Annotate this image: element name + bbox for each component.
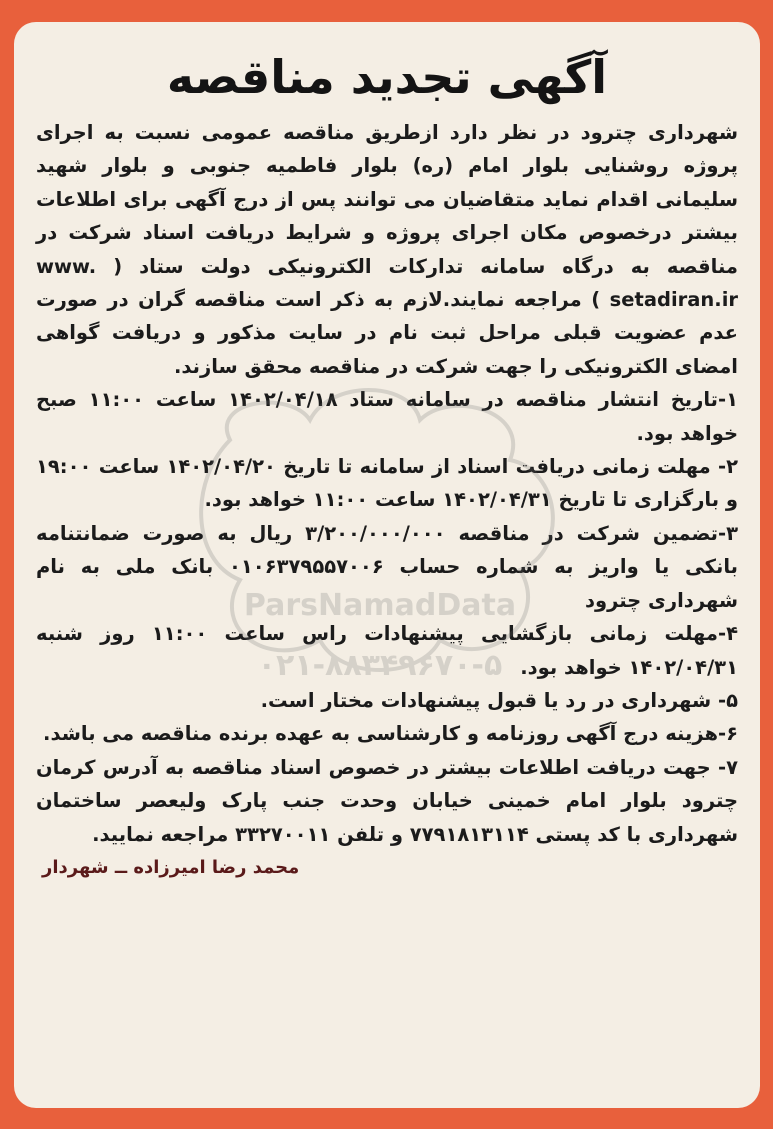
intro-paragraph — [36, 116, 738, 383]
watermark-phone-text: ۰۲۱-۸۸۳۴۹۶۷۰-۵ — [257, 648, 503, 680]
notice-paper — [14, 22, 760, 1108]
mayor-signature: محمد رضا امیرزاده ــ شهردار — [42, 856, 300, 878]
notice-title: آگهی تجدید مناقصه — [166, 50, 608, 104]
notice-item-1: ۱-تاریخ انتشار مناقصه در سامانه ستاد ۱۴۰۲/۰۴/۱۸ ساعت ۱۱:۰۰ صبح خواهد بود. — [36, 388, 738, 445]
notice-item-3: ۳-تضمین شرکت در مناقصه ۳/۲۰۰/۰۰۰/۰۰۰ ریال به صورت ضمانتنامه بانکی یا واریز به شماره حساب ۰۱۰۶۳۷۹۵۵۷۰۰۶ بانک ملی به نام شهرداری چترود — [36, 521, 738, 612]
setad-url-link[interactable]: www. setadiran.ir — [36, 254, 738, 312]
intro-text: شهرداری چترود در نظر دارد ازطریق مناقصه عمومی نسبت به اجرای پروژه روشنایی بلوار امام (ره) بلوار فاطمیه جنوبی و بلوار شهید سلیمانی اقدام نماید متقاضیان می توانند پس از درج آگهی برای اطلاعات بیشتر درخصوص مکان اجرای پروژه و شرایط دریافت اسناد شرکت در مناقصه به درگاه سامانه تدارکات الکترونیکی دولت ستاد ( — [36, 121, 739, 278]
notice-item-6: ۶-هزینه درج آگهی روزنامه و کارشناسی به عهده برنده مناقصه می باشد. — [43, 722, 738, 746]
notice-item-4: ۴-مهلت زمانی بازگشایی پیشنهادات راس ساعت ۱۱:۰۰ روز شنبه ۱۴۰۲/۰۴/۳۱ خواهد بود. — [36, 622, 738, 679]
bottom-frame-edge — [0, 1108, 773, 1129]
notice-body — [36, 116, 738, 851]
notice-item-5: ۵- شهرداری در رد یا قبول پیشنهادات مختار است. — [260, 688, 738, 712]
watermark-brand-text: ParsNamadData — [243, 588, 517, 623]
intro-after-url-text: ) مراجعه نمایند.لازم به ذکر است مناقصه گران در صورت عدم عضویت قبلی مراحل ثبت نام در سایت مذکور و دریافت گواهی امضای الکترونیکی را جهت شرکت در مناقصه محقق سازند. — [36, 288, 738, 378]
notice-item-2: ۲- مهلت زمانی دریافت اسناد از سامانه تا تاریخ ۱۴۰۲/۰۴/۲۰ ساعت ۱۹:۰۰ و بارگزاری تا تاریخ ۱۴۰۲/۰۴/۳۱ ساعت ۱۱:۰۰ خواهد بود. — [36, 455, 738, 512]
notice-item-7: ۷- جهت دریافت اطلاعات بیشتر در خصوص اسناد مناقصه به آدرس کرمان چترود بلوار امام خمینی خیابان وحدت جنب پارک ولیعصر ساختمان شهرداری با کد پستی ۷۷۹۱۸۱۳۱۱۴ و تلفن ۳۳۲۷۰۰۱۱ مراجعه نمایید. — [36, 755, 738, 846]
